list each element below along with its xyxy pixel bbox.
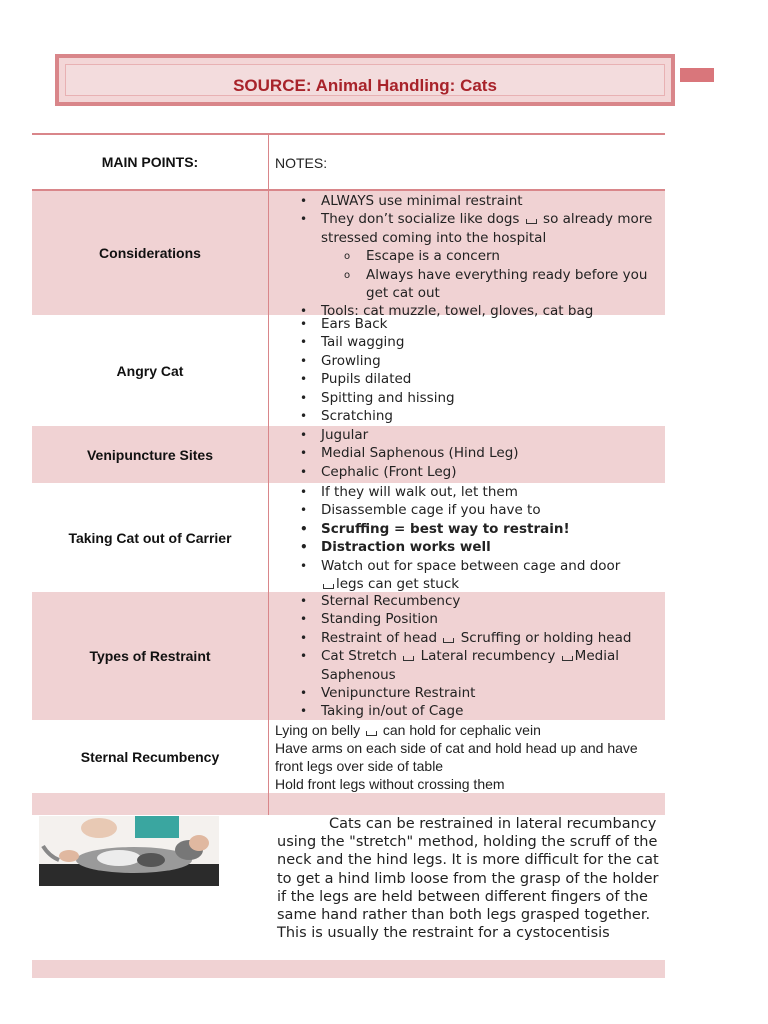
row-taking-cat-out [32, 483, 665, 592]
list-item: • Cat Stretch Lateral recumbency Medial Saphenous [275, 647, 661, 684]
note-line: Lying on belly can hold for cephalic vein [275, 722, 541, 738]
dash-glyph-icon [443, 638, 454, 643]
dash-glyph-icon [526, 219, 537, 224]
row-notes [275, 192, 661, 321]
list-item: • Tools: cat muzzle, towel, gloves, cat bag [275, 302, 661, 320]
list-item: • Restraint of head Scruffing or holding head [275, 629, 661, 647]
row-label: Taking Cat out of Carrier [68, 529, 232, 546]
row-notes [275, 721, 661, 793]
column-divider [268, 592, 269, 720]
list-item: • They don’t socialize like dogs so already more stressed coming into the hospital [275, 210, 661, 247]
list-item: • Scruffing = best way to restrain! [275, 520, 661, 538]
page-title [66, 76, 664, 96]
list-item: • Standing Position [275, 610, 661, 628]
header-row [32, 133, 665, 189]
column-divider [268, 191, 269, 315]
notes-table [32, 133, 665, 815]
row-label: Types of Restraint [89, 648, 211, 664]
column-divider [268, 135, 269, 189]
title-box [55, 54, 675, 106]
list-subitem: o Always have everything ready before you get cat out [275, 266, 661, 303]
list-item: • Spitting and hissing [275, 389, 661, 407]
cat-restraint-photo [39, 816, 219, 886]
row-venipuncture-sites [32, 426, 665, 483]
note-line: Hold front legs without crossing them [275, 776, 505, 792]
list-subitem: o Escape is a concern [275, 247, 661, 265]
row-label: Angry Cat [116, 362, 184, 379]
notes-header: NOTES: [275, 155, 328, 171]
list-item: • Sternal Recumbency [275, 592, 661, 610]
dash-glyph-icon [403, 656, 414, 661]
list-item: • Distraction works well [275, 538, 661, 556]
main-points-header: MAIN POINTS: [101, 154, 199, 170]
list-item: • Scratching [275, 407, 661, 425]
bottom-bar [32, 960, 665, 978]
list-item: • Disassemble cage if you have to [275, 501, 661, 519]
row-angry-cat [32, 315, 665, 426]
title-rest: : Animal Handling: Cats [305, 76, 497, 95]
dash-glyph-icon [323, 584, 334, 589]
row-label: Venipuncture Sites [86, 446, 214, 463]
title-prefix: SOURCE [233, 76, 306, 95]
note-line: Have arms on each side of cat and hold head up and have front legs over side of table [275, 740, 638, 774]
list-item: • Tail wagging [275, 333, 661, 351]
list-item: • Jugular [275, 426, 661, 444]
row-notes [275, 592, 661, 721]
row-label: Sternal Recumbency [80, 748, 220, 765]
list-item: • If they will walk out, let them [275, 483, 661, 501]
row-types-of-restraint [32, 592, 665, 720]
list-item: • Taking in/out of Cage [275, 702, 661, 720]
list-item: • ALWAYS use minimal restraint [275, 192, 661, 210]
column-divider [268, 793, 269, 815]
dash-glyph-icon [366, 731, 377, 736]
row-sternal-recumbency [32, 720, 665, 793]
title-inner [65, 64, 665, 96]
column-divider [268, 315, 269, 426]
list-item: • Cephalic (Front Leg) [275, 463, 661, 481]
row-label: Considerations [99, 245, 201, 261]
column-divider [268, 720, 269, 793]
row-notes [275, 426, 661, 481]
list-item: • Medial Saphenous (Hind Leg) [275, 444, 661, 462]
row-considerations [32, 189, 665, 320]
column-divider [268, 426, 269, 483]
list-item: • Pupils dilated [275, 370, 661, 388]
list-item: • Ears Back [275, 315, 661, 333]
list-item: • Growling [275, 352, 661, 370]
list-item: • Watch out for space between cage and door legs can get stuck [275, 557, 661, 594]
row-empty [32, 793, 665, 815]
dash-glyph-icon [562, 656, 573, 661]
list-item: • Venipuncture Restraint [275, 684, 661, 702]
row-notes [275, 315, 661, 425]
decorative-tab [680, 68, 714, 82]
row-notes [275, 483, 661, 593]
column-divider [268, 483, 269, 592]
restraint-paragraph: Cats can be restrained in lateral recumbancy using the "stretch" method, holding the scruff of the neck and the hind legs. It is more difficult for the cat to get a hind limb loose from the grasp of the holder if the legs are held between different fingers of the same hand rather than both legs grasped together. This is usually the restraint for a cystocentisis [277, 816, 659, 942]
